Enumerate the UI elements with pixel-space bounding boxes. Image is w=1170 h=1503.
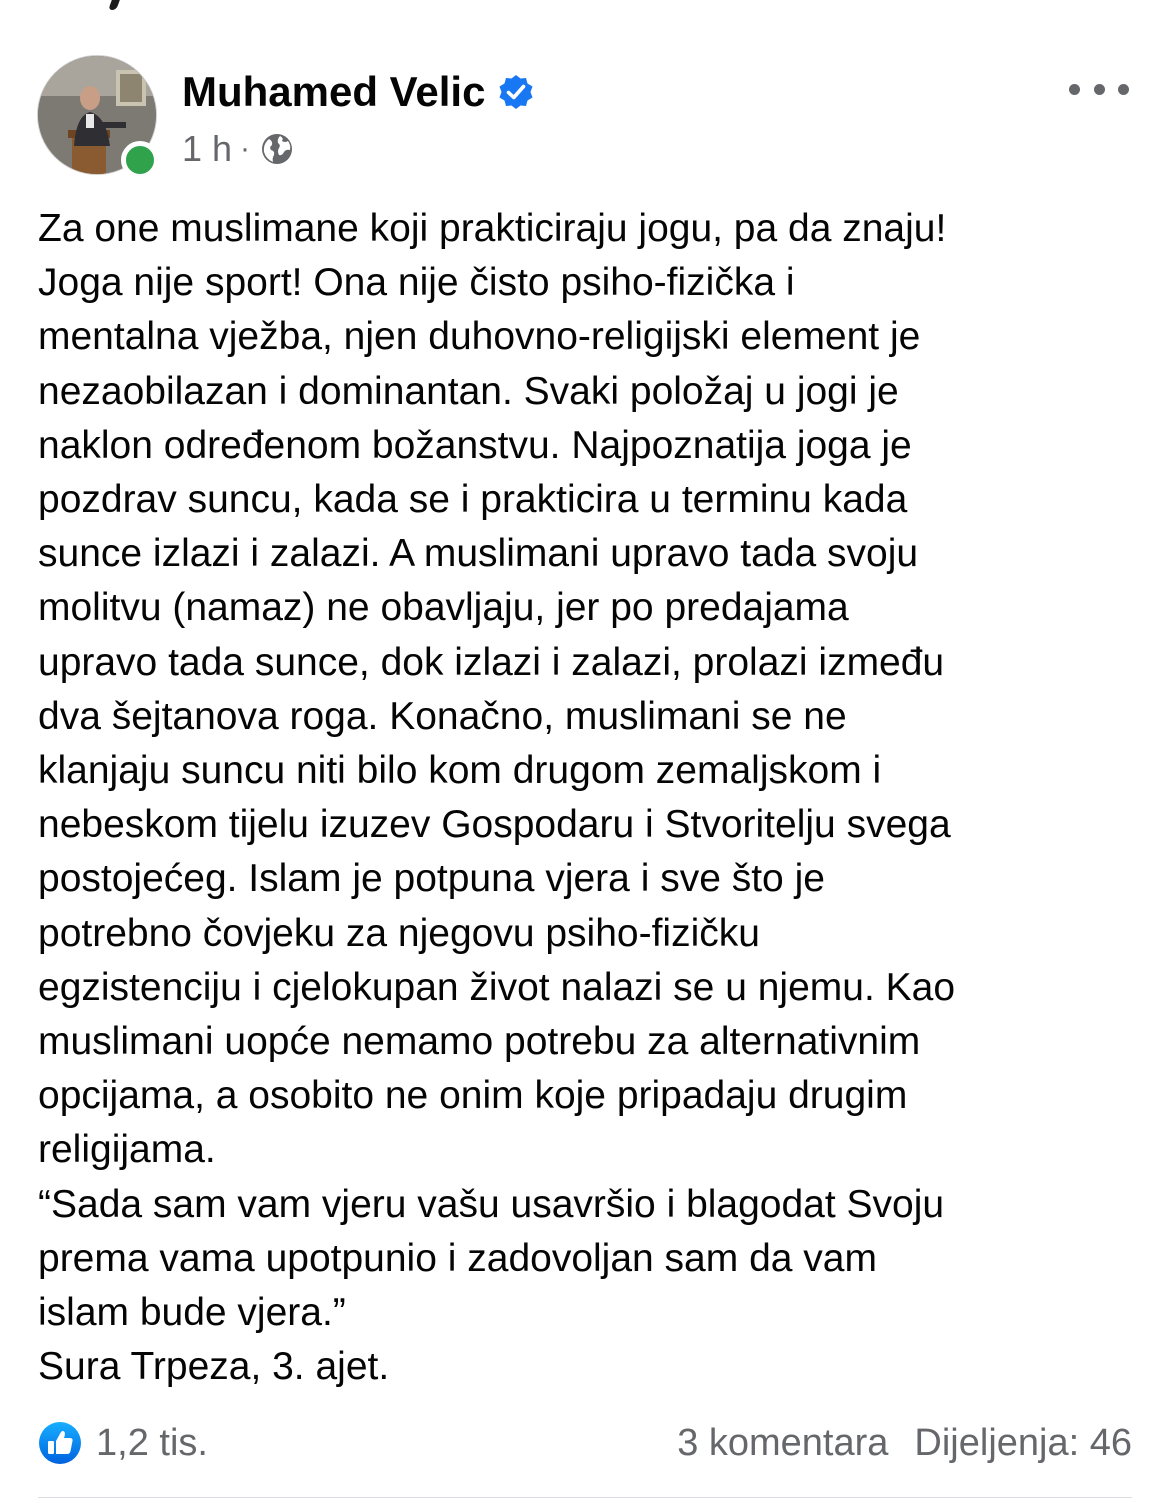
- post-text-line: naklon određenom božanstvu. Najpoznatija joga je: [38, 423, 912, 467]
- post-text-line: nezaobilazan i dominantan. Svaki položaj u jogi je: [38, 369, 899, 413]
- post-meta: [182, 127, 294, 171]
- post-text-line: nebeskom tijelu izuzev Gospodaru i Stvoritelju svega: [38, 803, 951, 847]
- like-icon[interactable]: [38, 1421, 82, 1465]
- post-text-line: Sura Trpeza, 3. ajet.: [38, 1345, 390, 1389]
- post-text-line: sunce izlazi i zalazi. A muslimani upravo tada svoju: [38, 532, 919, 576]
- post-timestamp[interactable]: 1 h: [182, 128, 233, 169]
- post-text-line: klanjaju suncu niti bilo kom drugom zemaljskom i: [38, 749, 882, 793]
- shares-count-link[interactable]: Dijeljenja: 46: [914, 1421, 1132, 1464]
- more-dot-icon: [1069, 84, 1080, 95]
- post-text-line: egzistenciju i cjelokupan život nalazi se u njemu. Kao: [38, 965, 956, 1009]
- post-text-line: pozdrav suncu, kada se i prakticira u terminu kada: [38, 478, 908, 522]
- meta-separator: ·: [240, 132, 251, 165]
- post-text-line: mentalna vježba, njen duhovno-religijski element je: [38, 315, 921, 359]
- post-text-line: potrebno čovjeku za njegovu psiho-fizičku: [38, 911, 760, 955]
- post-text-line: molitvu (namaz) ne obavljaju, jer po predajama: [38, 586, 849, 630]
- post-text-line: “Sada sam vam vjeru vašu usavršio i blagodat Svoju: [38, 1182, 945, 1226]
- more-dot-icon: [1118, 84, 1129, 95]
- post-text-line: prema vama upotpunio i zadovoljan sam da vam: [38, 1236, 877, 1280]
- verified-badge-icon: [497, 73, 535, 111]
- more-dot-icon: [1094, 84, 1105, 95]
- post-engagement-bar: [38, 1416, 1132, 1470]
- reaction-count[interactable]: 1,2 tis.: [96, 1421, 208, 1464]
- post-text-line: islam bude vjera.”: [38, 1291, 346, 1335]
- globe-icon[interactable]: [260, 132, 294, 166]
- author-row: [182, 67, 535, 117]
- post-text-line: dva šejtanova roga. Konačno, muslimani se ne: [38, 694, 847, 738]
- online-status-indicator: [121, 141, 159, 179]
- avatar[interactable]: [37, 55, 157, 175]
- post-text-line: opcijama, a osobito ne onim koje pripadaju drugim: [38, 1074, 908, 1118]
- post-text-line: muslimani uopće nemamo potrebu za alternativnim: [38, 1020, 921, 1064]
- post-text: [38, 202, 1138, 1394]
- post-header: [37, 55, 1137, 180]
- author-name[interactable]: Muhamed Velic: [182, 68, 486, 115]
- post-text-line: Za one muslimane koji prakticiraju jogu, pa da znaju!: [38, 207, 947, 250]
- post-text-line: religijama.: [38, 1128, 216, 1172]
- post-text-line: upravo tada sunce, dok izlazi i zalazi, prolazi između: [38, 640, 945, 684]
- post-text-line: Joga nije sport! Ona nije čisto psiho-fizička i: [38, 261, 795, 305]
- divider: [38, 1497, 1132, 1498]
- comments-count-link[interactable]: 3 komentara: [677, 1421, 889, 1464]
- more-options-button[interactable]: [1069, 77, 1129, 101]
- post-text-line: postojećeg. Islam je potpuna vjera i sve što je: [38, 857, 825, 901]
- top-edge-artifact: [108, 0, 120, 10]
